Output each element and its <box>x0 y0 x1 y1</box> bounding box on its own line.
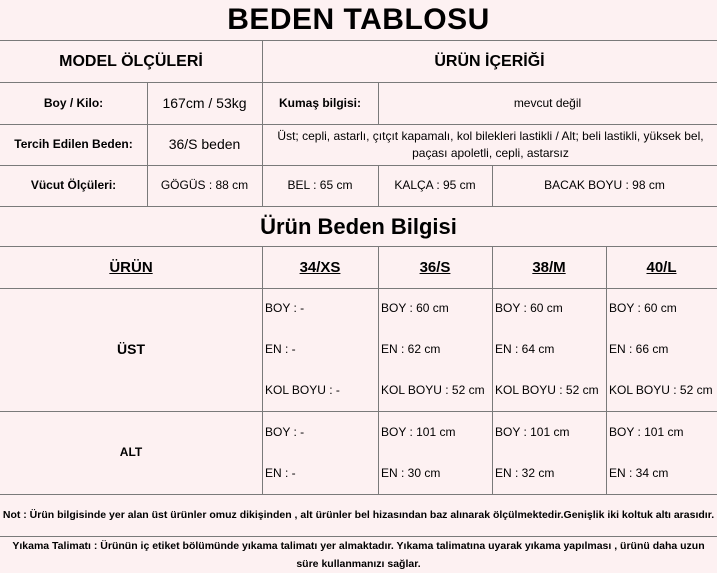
table-cell: KOL BOYU : - <box>265 383 340 397</box>
tercih-value: 36/S beden <box>168 136 241 152</box>
note-text: Not : Ürün bilgisinde yer alan üst ürünler omuz dikişinden , alt ürünler bel hizasından baz alınarak ölçülmektedir.Genişlik iki koltuk altı arasıdır. <box>2 509 715 521</box>
size-header-l: 40/L <box>646 258 677 276</box>
table-cell: BOY : - <box>265 424 305 439</box>
urun-heading: ÜRÜN İÇERİĞİ <box>434 52 545 70</box>
table-cell: EN : 30 cm <box>381 466 441 480</box>
table-cell: BOY : - <box>265 301 305 315</box>
table-cell: BOY : 60 cm <box>609 301 677 315</box>
table-cell: BOY : 101 cm <box>381 424 456 439</box>
vucut-label: Vücut Ölçüleri: <box>30 178 117 192</box>
table-cell: EN : 64 cm <box>495 342 555 356</box>
table-cell: EN : 34 cm <box>609 466 669 480</box>
table-cell: KOL BOYU : 52 cm <box>609 383 713 397</box>
kumas-label: Kumaş bilgisi: <box>278 95 361 110</box>
tercih-label: Tercih Edilen Beden: <box>14 137 133 151</box>
boy-kilo-label: Boy / Kilo: <box>43 95 104 110</box>
kalca-value: KALÇA : 95 cm <box>394 178 476 192</box>
table-cell: BOY : 101 cm <box>495 424 570 439</box>
table-cell: EN : - <box>265 466 296 480</box>
urun-aciklama: Üst; cepli, astarlı, çıtçıt kapamalı, kol bilekleri lastikli / Alt; beli lastikli, yüksek bel, paçası apoletli, cepli, astarsız <box>277 128 704 160</box>
gogus-value: GÖGÜS : 88 cm <box>160 178 249 192</box>
yikama-text: Yıkama Talimatı : Ürünün iç etiket bölümünde yıkama talimatı yer almaktadır. Yıkama talimatına uyarak yıkama yapılması , ürünü daha uzun süre kullanmanızı sağlar. <box>12 539 705 570</box>
page-title: BEDEN TABLOSU <box>227 3 490 36</box>
table-cell: KOL BOYU : 52 cm <box>495 383 599 397</box>
size-header-xs: 34/XS <box>299 258 341 276</box>
table-cell: EN : 62 cm <box>381 342 441 356</box>
table-cell: EN : 32 cm <box>495 466 555 480</box>
bacak-value: BACAK BOYU : 98 cm <box>544 178 665 192</box>
ust-label: ÜST <box>117 341 145 357</box>
table-cell: EN : 66 cm <box>609 342 669 356</box>
size-header-m: 38/M <box>532 258 566 276</box>
boy-kilo-value: 167cm / 53kg <box>162 94 247 111</box>
col-urun-header: ÜRÜN <box>109 258 153 276</box>
bel-value: BEL : 65 cm <box>287 178 353 192</box>
size-header-s: 36/S <box>419 258 451 276</box>
alt-label: ALT <box>119 445 143 459</box>
model-heading: MODEL ÖLÇÜLERİ <box>59 52 203 70</box>
table-cell: BOY : 101 cm <box>609 424 684 439</box>
size-table-heading: Ürün Beden Bilgisi <box>260 213 457 239</box>
kumas-value: mevcut değil <box>513 95 582 110</box>
table-cell: BOY : 60 cm <box>381 301 449 315</box>
table-cell: KOL BOYU : 52 cm <box>381 383 485 397</box>
table-cell: BOY : 60 cm <box>495 301 563 315</box>
table-cell: EN : - <box>265 342 296 356</box>
